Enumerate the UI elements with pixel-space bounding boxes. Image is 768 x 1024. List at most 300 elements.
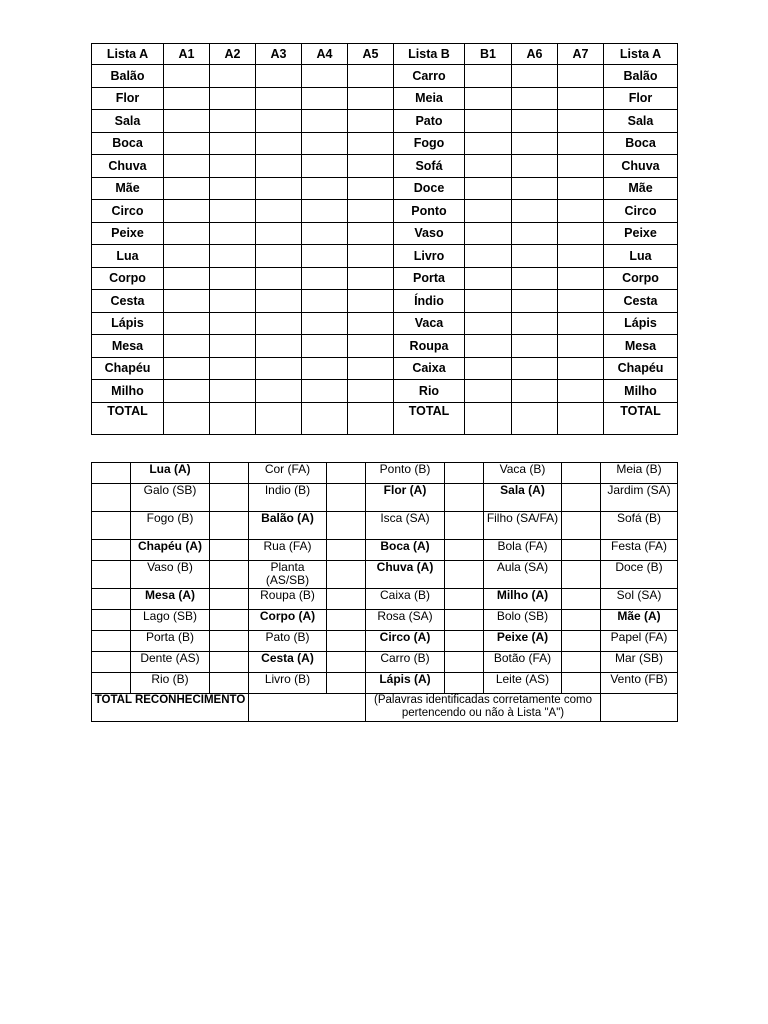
column-header: A3 <box>256 44 302 65</box>
score-cell[interactable] <box>512 267 558 290</box>
column-header: Lista B <box>394 44 465 65</box>
total-recognition-label: TOTAL RECONHECIMENTO <box>92 694 249 722</box>
list-b-word: Ponto <box>394 200 465 223</box>
score-cell[interactable] <box>210 65 256 88</box>
answer-cell[interactable] <box>327 463 366 484</box>
recognition-word: Pato (B) <box>249 631 327 652</box>
list-b-word: Meia <box>394 87 465 110</box>
score-cell[interactable] <box>558 335 604 358</box>
recognition-word: Ponto (B) <box>366 463 445 484</box>
score-cell[interactable] <box>558 65 604 88</box>
score-cell[interactable] <box>558 312 604 335</box>
total-cell[interactable] <box>164 402 210 434</box>
score-cell[interactable] <box>512 200 558 223</box>
answer-cell[interactable] <box>445 512 484 540</box>
score-cell[interactable] <box>256 357 302 380</box>
recognition-word: Flor (A) <box>366 484 445 512</box>
score-cell[interactable] <box>558 290 604 313</box>
recall-table <box>91 43 678 435</box>
score-cell[interactable] <box>348 177 394 200</box>
answer-cell[interactable] <box>562 463 601 484</box>
score-cell[interactable] <box>512 335 558 358</box>
answer-cell[interactable] <box>327 610 366 631</box>
score-cell[interactable] <box>558 132 604 155</box>
score-cell[interactable] <box>348 132 394 155</box>
score-cell[interactable] <box>465 357 512 380</box>
list-a-word: Mesa <box>92 335 164 358</box>
score-cell[interactable] <box>465 222 512 245</box>
answer-cell[interactable] <box>92 484 131 512</box>
recognition-word: Jardim (SA) <box>601 484 678 512</box>
recognition-word: Leite (AS) <box>484 673 562 694</box>
list-a-word: Mesa <box>604 335 678 358</box>
table-row <box>92 673 678 694</box>
score-cell[interactable] <box>210 312 256 335</box>
recognition-table <box>91 462 678 722</box>
table-row <box>92 380 678 403</box>
recognition-word: Bolo (SB) <box>484 610 562 631</box>
total-recognition-cell[interactable] <box>249 694 366 722</box>
score-cell[interactable] <box>256 245 302 268</box>
score-cell[interactable] <box>348 267 394 290</box>
score-cell[interactable] <box>465 380 512 403</box>
score-cell[interactable] <box>302 290 348 313</box>
column-header: A6 <box>512 44 558 65</box>
answer-cell[interactable] <box>445 463 484 484</box>
list-a-word: Milho <box>604 380 678 403</box>
table-row <box>92 484 678 512</box>
score-cell[interactable] <box>465 290 512 313</box>
score-cell[interactable] <box>164 290 210 313</box>
table-row <box>92 463 678 484</box>
recognition-word: Fogo (B) <box>131 512 210 540</box>
score-cell[interactable] <box>256 132 302 155</box>
score-cell[interactable] <box>256 87 302 110</box>
score-cell[interactable] <box>256 200 302 223</box>
total-label: TOTAL <box>92 402 164 434</box>
recognition-word: Chuva (A) <box>366 561 445 589</box>
table-row <box>92 87 678 110</box>
column-header: B1 <box>465 44 512 65</box>
table-row <box>92 110 678 133</box>
score-cell[interactable] <box>164 357 210 380</box>
answer-cell[interactable] <box>210 540 249 561</box>
recognition-word: Aula (SA) <box>484 561 562 589</box>
list-b-word: Sofá <box>394 155 465 178</box>
score-cell[interactable] <box>302 222 348 245</box>
recognition-word: Boca (A) <box>366 540 445 561</box>
table-row <box>92 589 678 610</box>
score-cell[interactable] <box>558 155 604 178</box>
score-cell[interactable] <box>302 110 348 133</box>
score-cell[interactable] <box>302 155 348 178</box>
score-cell[interactable] <box>302 357 348 380</box>
recognition-word: Vaso (B) <box>131 561 210 589</box>
score-cell[interactable] <box>348 312 394 335</box>
list-a-word: Balão <box>604 65 678 88</box>
recognition-word: Peixe (A) <box>484 631 562 652</box>
score-cell[interactable] <box>465 177 512 200</box>
total-cell[interactable] <box>512 402 558 434</box>
total-row <box>92 402 678 434</box>
score-cell[interactable] <box>348 290 394 313</box>
recognition-word: Isca (SA) <box>366 512 445 540</box>
score-cell[interactable] <box>210 200 256 223</box>
score-cell[interactable] <box>558 267 604 290</box>
table-row <box>92 267 678 290</box>
score-cell[interactable] <box>558 380 604 403</box>
answer-cell[interactable] <box>327 631 366 652</box>
list-a-word: Chuva <box>92 155 164 178</box>
score-cell[interactable] <box>348 87 394 110</box>
answer-cell[interactable] <box>210 652 249 673</box>
score-cell[interactable] <box>256 267 302 290</box>
answer-cell[interactable] <box>327 673 366 694</box>
list-a-word: Balão <box>92 65 164 88</box>
list-a-word: Circo <box>92 200 164 223</box>
score-cell[interactable] <box>348 335 394 358</box>
list-a-word: Boca <box>92 132 164 155</box>
answer-cell[interactable] <box>92 589 131 610</box>
recognition-word: Doce (B) <box>601 561 678 589</box>
recognition-word: Mar (SB) <box>601 652 678 673</box>
answer-cell[interactable] <box>92 631 131 652</box>
score-cell[interactable] <box>164 132 210 155</box>
list-a-word: Circo <box>604 200 678 223</box>
table-row <box>92 245 678 268</box>
list-a-word: Chapéu <box>92 357 164 380</box>
score-cell[interactable] <box>512 65 558 88</box>
list-a-word: Boca <box>604 132 678 155</box>
score-cell[interactable] <box>348 155 394 178</box>
column-header: A1 <box>164 44 210 65</box>
answer-cell[interactable] <box>562 561 601 589</box>
score-cell[interactable] <box>465 312 512 335</box>
score-cell[interactable] <box>164 245 210 268</box>
score-cell[interactable] <box>302 65 348 88</box>
list-a-word: Corpo <box>604 267 678 290</box>
total-label: TOTAL <box>604 402 678 434</box>
list-a-word: Peixe <box>604 222 678 245</box>
list-b-word: Vaca <box>394 312 465 335</box>
score-cell[interactable] <box>256 177 302 200</box>
recognition-word: Rio (B) <box>131 673 210 694</box>
score-cell[interactable] <box>164 222 210 245</box>
score-cell[interactable] <box>302 312 348 335</box>
table-row <box>92 631 678 652</box>
score-cell[interactable] <box>558 222 604 245</box>
total-cell[interactable] <box>558 402 604 434</box>
recognition-word: Corpo (A) <box>249 610 327 631</box>
score-cell[interactable] <box>512 110 558 133</box>
answer-cell[interactable] <box>327 484 366 512</box>
answer-cell[interactable] <box>327 652 366 673</box>
answer-cell[interactable] <box>562 484 601 512</box>
answer-cell[interactable] <box>210 610 249 631</box>
score-cell[interactable] <box>348 65 394 88</box>
list-a-word: Sala <box>604 110 678 133</box>
answer-cell[interactable] <box>562 589 601 610</box>
recognition-word: Mesa (A) <box>131 589 210 610</box>
total-cell[interactable] <box>210 402 256 434</box>
table-row <box>92 155 678 178</box>
score-cell[interactable] <box>302 245 348 268</box>
score-cell[interactable] <box>558 87 604 110</box>
score-cell[interactable] <box>512 177 558 200</box>
footer-row <box>92 694 678 722</box>
answer-cell[interactable] <box>210 463 249 484</box>
score-cell[interactable] <box>164 110 210 133</box>
recognition-word: Lago (SB) <box>131 610 210 631</box>
total-cell[interactable] <box>302 402 348 434</box>
list-b-word: Porta <box>394 267 465 290</box>
score-cell[interactable] <box>210 87 256 110</box>
score-cell[interactable] <box>465 267 512 290</box>
score-cell[interactable] <box>558 200 604 223</box>
score-cell[interactable] <box>210 110 256 133</box>
score-cell[interactable] <box>465 335 512 358</box>
score-cell[interactable] <box>256 312 302 335</box>
table-row <box>92 312 678 335</box>
score-cell[interactable] <box>302 87 348 110</box>
recognition-word: Mãe (A) <box>601 610 678 631</box>
score-cell[interactable] <box>512 132 558 155</box>
total-cell[interactable] <box>348 402 394 434</box>
table-row <box>92 290 678 313</box>
score-cell[interactable] <box>465 245 512 268</box>
list-a-word: Lápis <box>604 312 678 335</box>
answer-cell[interactable] <box>210 589 249 610</box>
score-cell[interactable] <box>210 222 256 245</box>
score-cell[interactable] <box>512 380 558 403</box>
recognition-word: Lápis (A) <box>366 673 445 694</box>
score-cell[interactable] <box>256 110 302 133</box>
score-cell[interactable] <box>210 335 256 358</box>
recognition-word: Festa (FA) <box>601 540 678 561</box>
score-cell[interactable] <box>558 177 604 200</box>
footer-note: (Palavras identificadas corretamente como pertencendo ou não à Lista "A") <box>366 694 601 722</box>
recognition-word: Milho (A) <box>484 589 562 610</box>
list-b-word: Vaso <box>394 222 465 245</box>
answer-cell[interactable] <box>327 561 366 589</box>
column-header: Lista A <box>92 44 164 65</box>
table-row <box>92 65 678 88</box>
score-cell[interactable] <box>210 177 256 200</box>
answer-cell[interactable] <box>92 561 131 589</box>
answer-cell[interactable] <box>92 673 131 694</box>
table-row <box>92 540 678 561</box>
answer-cell[interactable] <box>92 610 131 631</box>
answer-cell[interactable] <box>445 610 484 631</box>
header-row <box>92 44 678 65</box>
list-a-word: Milho <box>92 380 164 403</box>
list-a-word: Chuva <box>604 155 678 178</box>
recognition-word: Chapéu (A) <box>131 540 210 561</box>
recognition-word: Caixa (B) <box>366 589 445 610</box>
answer-cell[interactable] <box>562 540 601 561</box>
score-cell[interactable] <box>512 312 558 335</box>
score-cell[interactable] <box>465 65 512 88</box>
score-cell[interactable] <box>558 110 604 133</box>
total-cell[interactable] <box>465 402 512 434</box>
table-row <box>92 561 678 589</box>
answer-cell[interactable] <box>445 652 484 673</box>
recognition-word: Planta (AS/SB) <box>249 561 327 589</box>
score-cell[interactable] <box>210 132 256 155</box>
recognition-word: Balão (A) <box>249 512 327 540</box>
score-cell[interactable] <box>558 245 604 268</box>
answer-cell[interactable] <box>327 512 366 540</box>
score-cell[interactable] <box>302 200 348 223</box>
score-cell[interactable] <box>348 200 394 223</box>
answer-cell[interactable] <box>562 610 601 631</box>
score-cell[interactable] <box>512 87 558 110</box>
score-cell[interactable] <box>512 357 558 380</box>
answer-cell[interactable] <box>210 484 249 512</box>
list-a-word: Lua <box>92 245 164 268</box>
score-cell[interactable] <box>164 380 210 403</box>
list-b-word: Índio <box>394 290 465 313</box>
recognition-word: Rua (FA) <box>249 540 327 561</box>
answer-cell[interactable] <box>445 673 484 694</box>
list-b-word: Pato <box>394 110 465 133</box>
score-cell[interactable] <box>256 380 302 403</box>
score-cell[interactable] <box>512 290 558 313</box>
list-a-word: Lua <box>604 245 678 268</box>
score-cell[interactable] <box>164 312 210 335</box>
recognition-word: Meia (B) <box>601 463 678 484</box>
score-cell[interactable] <box>348 357 394 380</box>
recognition-word: Rosa (SA) <box>366 610 445 631</box>
score-cell[interactable] <box>512 155 558 178</box>
list-b-word: Livro <box>394 245 465 268</box>
answer-cell[interactable] <box>445 484 484 512</box>
score-cell[interactable] <box>256 65 302 88</box>
score-cell[interactable] <box>164 87 210 110</box>
score-cell[interactable] <box>164 267 210 290</box>
score-cell[interactable] <box>164 177 210 200</box>
score-cell[interactable] <box>164 200 210 223</box>
recognition-word: Livro (B) <box>249 673 327 694</box>
score-cell[interactable] <box>210 380 256 403</box>
score-cell[interactable] <box>302 177 348 200</box>
answer-cell[interactable] <box>562 631 601 652</box>
answer-cell[interactable] <box>445 631 484 652</box>
score-cell[interactable] <box>465 132 512 155</box>
list-a-word: Cesta <box>604 290 678 313</box>
score-cell[interactable] <box>348 222 394 245</box>
score-cell[interactable] <box>465 155 512 178</box>
recognition-word: Sol (SA) <box>601 589 678 610</box>
table-row <box>92 177 678 200</box>
recognition-word: Indio (B) <box>249 484 327 512</box>
answer-cell[interactable] <box>92 540 131 561</box>
score-cell[interactable] <box>512 245 558 268</box>
answer-cell[interactable] <box>327 589 366 610</box>
score-cell[interactable] <box>302 267 348 290</box>
score-cell[interactable] <box>348 110 394 133</box>
list-a-word: Corpo <box>92 267 164 290</box>
column-header: A5 <box>348 44 394 65</box>
score-cell[interactable] <box>465 200 512 223</box>
score-cell[interactable] <box>348 380 394 403</box>
list-a-word: Sala <box>92 110 164 133</box>
score-cell[interactable] <box>302 380 348 403</box>
answer-cell[interactable] <box>562 512 601 540</box>
answer-cell[interactable] <box>92 512 131 540</box>
answer-cell[interactable] <box>210 631 249 652</box>
list-b-word: Doce <box>394 177 465 200</box>
table-row <box>92 512 678 540</box>
table-row <box>92 652 678 673</box>
answer-cell[interactable] <box>562 673 601 694</box>
score-cell[interactable] <box>465 110 512 133</box>
score-cell[interactable] <box>256 290 302 313</box>
score-cell[interactable] <box>210 290 256 313</box>
answer-cell[interactable] <box>210 561 249 589</box>
recognition-word: Galo (SB) <box>131 484 210 512</box>
score-cell[interactable] <box>164 65 210 88</box>
recognition-word: Circo (A) <box>366 631 445 652</box>
score-cell[interactable] <box>164 155 210 178</box>
answer-cell[interactable] <box>445 540 484 561</box>
score-cell[interactable] <box>210 245 256 268</box>
score-cell[interactable] <box>256 335 302 358</box>
answer-cell[interactable] <box>210 512 249 540</box>
list-b-word: Carro <box>394 65 465 88</box>
answer-cell[interactable] <box>327 540 366 561</box>
score-cell[interactable] <box>210 267 256 290</box>
score-cell[interactable] <box>348 245 394 268</box>
score-cell[interactable] <box>210 357 256 380</box>
answer-cell[interactable] <box>210 673 249 694</box>
recognition-word: Cesta (A) <box>249 652 327 673</box>
score-cell[interactable] <box>210 155 256 178</box>
list-a-word: Peixe <box>92 222 164 245</box>
score-cell[interactable] <box>512 222 558 245</box>
score-cell[interactable] <box>256 222 302 245</box>
column-header: A2 <box>210 44 256 65</box>
score-cell[interactable] <box>164 335 210 358</box>
table-row <box>92 357 678 380</box>
table-row <box>92 335 678 358</box>
recognition-word: Sofá (B) <box>601 512 678 540</box>
total-cell[interactable] <box>256 402 302 434</box>
score-cell[interactable] <box>558 357 604 380</box>
recognition-word: Porta (B) <box>131 631 210 652</box>
recognition-word: Vento (FB) <box>601 673 678 694</box>
answer-cell[interactable] <box>445 589 484 610</box>
recognition-word: Carro (B) <box>366 652 445 673</box>
score-cell[interactable] <box>302 335 348 358</box>
score-cell[interactable] <box>256 155 302 178</box>
score-cell[interactable] <box>465 87 512 110</box>
column-header: Lista A <box>604 44 678 65</box>
recognition-word: Botão (FA) <box>484 652 562 673</box>
table-row <box>92 222 678 245</box>
score-cell[interactable] <box>302 132 348 155</box>
answer-cell[interactable] <box>92 463 131 484</box>
recognition-word: Filho (SA/FA) <box>484 512 562 540</box>
recognition-word: Lua (A) <box>131 463 210 484</box>
recognition-word: Vaca (B) <box>484 463 562 484</box>
answer-cell[interactable] <box>445 561 484 589</box>
column-header: A4 <box>302 44 348 65</box>
answer-cell[interactable] <box>562 652 601 673</box>
answer-cell[interactable] <box>92 652 131 673</box>
recognition-word: Roupa (B) <box>249 589 327 610</box>
total-recognition-value[interactable] <box>601 694 678 722</box>
